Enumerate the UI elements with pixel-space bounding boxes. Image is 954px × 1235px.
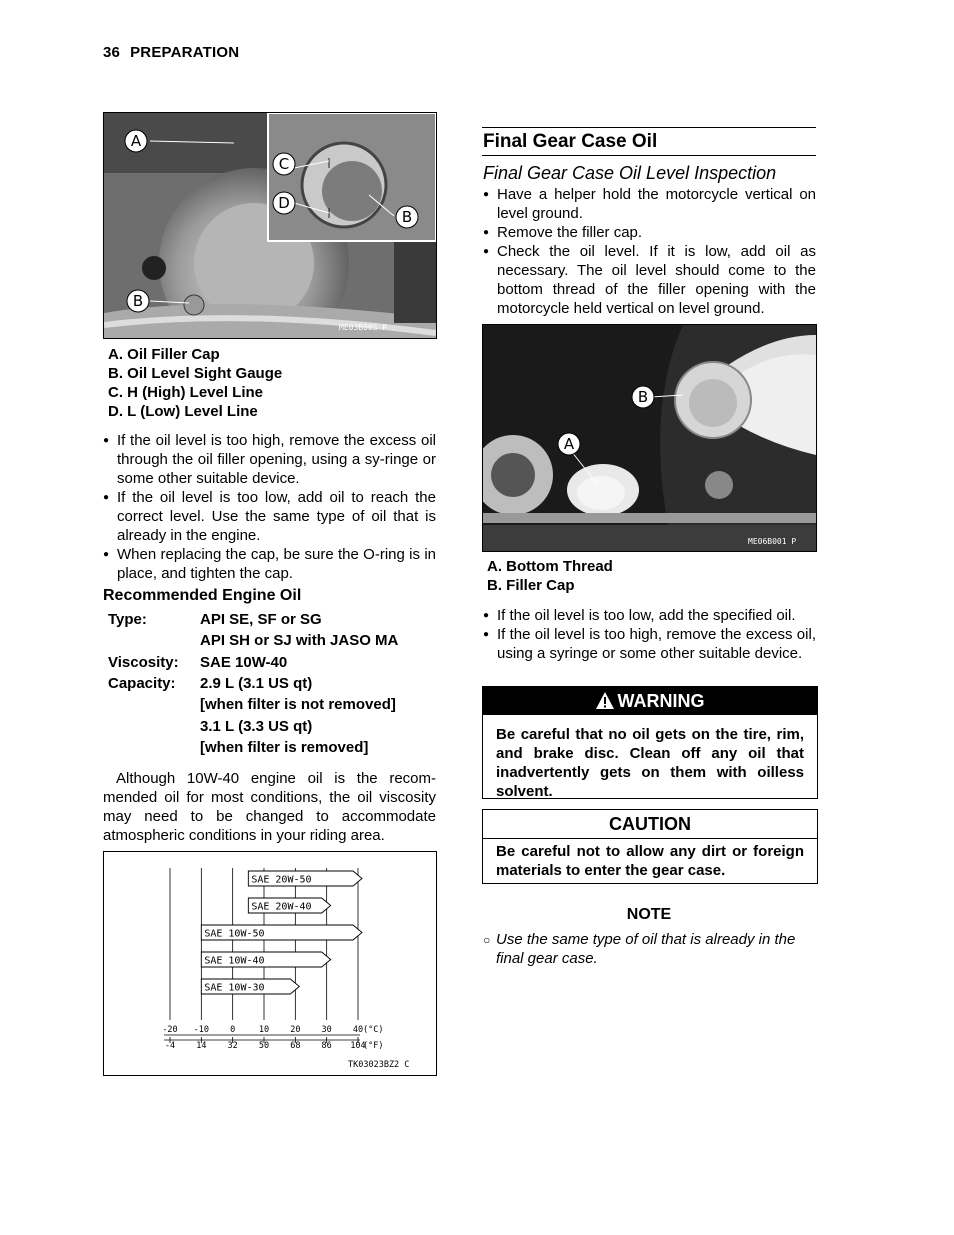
spec-row [108,652,438,673]
right-bullet-list-1 [483,185,816,318]
chart-bar-label: SAE 10W-50 [204,928,265,940]
caption-item: B. Oil Level Sight Gauge [108,365,283,382]
chart-tick-label-f: 50 [258,1041,270,1051]
spec-key: Viscosity: [108,653,179,671]
chart-tick-label-c: 40 [352,1025,364,1035]
bullet-item: ● If the oil level is too low, add the specified oil. [483,606,816,625]
photo-code: ME06B001 P [748,537,797,546]
chart-tick-label-f: 14 [196,1041,207,1051]
chart-bar-label: SAE 10W-30 [204,982,265,994]
spec-value: [when filter is removed] [200,738,369,756]
caption-item: C. H (High) Level Line [108,384,264,401]
spec-row [108,694,438,715]
chart-axis-unit-c: (°C) [363,1025,384,1035]
warning-triangle-icon [596,692,614,709]
photo-label-a: A [563,435,575,453]
section-bottom-rule [482,155,816,156]
filler-cap-photo [482,324,817,552]
viscosity-chart [103,851,437,1076]
photo-label-b-inset: B [401,208,413,226]
bullet-item: ● If the oil level is too low, add oil to reach the correct level. Use the same type of oil that is already in the engine. [103,488,436,545]
bullet-item: ● Check the oil level. If it is low, add oil as necessary. The oil level should come to the bottom thread of the filler opening with the motorcycle held vertical on level ground. [483,242,816,318]
photo-label-c: C [278,155,290,173]
page-number: 36 [103,44,121,61]
spec-value: 3.1 L (3.3 US qt) [200,717,313,735]
chart-tick-label-c: 20 [290,1025,301,1035]
chart-tick-label-c: 0 [230,1025,236,1035]
section-top-rule [482,127,816,128]
warning-title: WARNING [617,691,705,711]
hollow-circle-icon: ○ [483,933,491,947]
bullet-item: ● Have a helper hold the motorcycle vertical on level ground. [483,185,816,223]
bullet-item: ● When replacing the cap, be sure the O-ring is in place, and tighten the cap. [103,545,436,583]
warning-header [483,687,817,715]
photo-label-a: A [130,132,142,150]
photo2-caption [487,557,807,595]
spec-row [108,716,438,737]
chart-tick-label-f: -4 [164,1041,176,1051]
subsection-title: Final Gear Case Oil Level Inspection [483,163,777,183]
chart-tick-label-c: -10 [193,1025,210,1035]
spec-row [108,673,438,694]
bullet-item: ● If the oil level is too high, remove the excess oil through the oil filler opening, using a sy-ringe or some other suitable device. [103,431,436,488]
caption-item: A. Oil Filler Cap [108,346,220,363]
section-name: PREPARATION [130,44,240,61]
chart-code: TK03023BZ2 C [348,1060,410,1070]
photo1-caption [108,345,428,421]
bullet-item: ● Remove the filler cap. [483,223,816,242]
spec-table [108,609,438,759]
chart-tick-label-f: 68 [290,1041,301,1051]
warning-text: Be careful that no oil gets on the tire, rim, and brake disc. Clean off any oil that inadvertently gets on them with oilless solvent. [496,726,804,800]
bullet-item: ● If the oil level is too high, remove the excess oil, using a syringe or some other suitable device. [483,625,816,663]
spec-value: SAE 10W-40 [200,653,288,671]
filler-cap-illustration [483,325,816,551]
spec-title: Recommended Engine Oil [103,587,302,604]
photo-label-b: B [637,388,649,406]
spec-row [108,609,438,630]
chart-tick-label-c: 10 [258,1025,270,1035]
right-bullet-list-2 [483,606,816,663]
caution-box [482,809,818,884]
chart-bar-label: SAE 20W-40 [251,901,312,913]
spec-key: Type: [108,611,147,628]
spec-row [108,630,438,651]
chart-tick-label-f: 32 [227,1041,238,1051]
caption-item: D. L (Low) Level Line [108,403,258,420]
chart-bar-label: SAE 20W-50 [251,874,312,886]
note-text: Use the same type of oil that is already in the final gear case. [496,931,796,967]
chart-tick-label-f: 86 [321,1041,332,1051]
photo-code: ME03B00S P [339,323,388,332]
spec-value: 2.9 L (3.1 US qt) [200,674,313,692]
section-title: Final Gear Case Oil [483,131,658,152]
spec-key: Capacity: [108,674,176,692]
chart-tick-label-f: 104 [350,1041,366,1051]
chart-tick-label-c: 30 [321,1025,332,1035]
viscosity-paragraph: Although 10W-40 engine oil is the recom-mended oil for most conditions, the oil viscosity may need to be changed to accommodate atmospheric conditions in your riding area. [103,770,436,844]
spec-value: [when filter is not removed] [200,696,396,714]
engine-oil-illustration [104,113,436,338]
engine-oil-photo [103,112,437,339]
caution-text: Be careful not to allow any dirt or foreign materials to enter the gear case. [496,843,804,879]
spec-value: API SE, SF or SG [200,611,322,628]
warning-box [482,686,818,799]
note-title: NOTE [626,906,672,923]
spec-row [108,737,438,758]
chart-axis-unit-f: (°F) [363,1041,384,1051]
note-text-wrap [483,930,816,968]
chart-tick-label-c: -20 [162,1025,178,1035]
photo-label-b: B [132,292,144,310]
spec-value: API SH or SJ with JASO MA [200,632,399,650]
chart-bar-label: SAE 10W-40 [204,955,265,967]
photo-label-d: D [278,194,290,212]
page-header [103,44,249,61]
viscosity-chart-svg [104,852,436,1075]
caption-item: B. Filler Cap [487,577,575,594]
caution-title: CAUTION [483,810,817,839]
left-bullet-list [103,431,436,583]
caption-item: A. Bottom Thread [487,558,613,575]
